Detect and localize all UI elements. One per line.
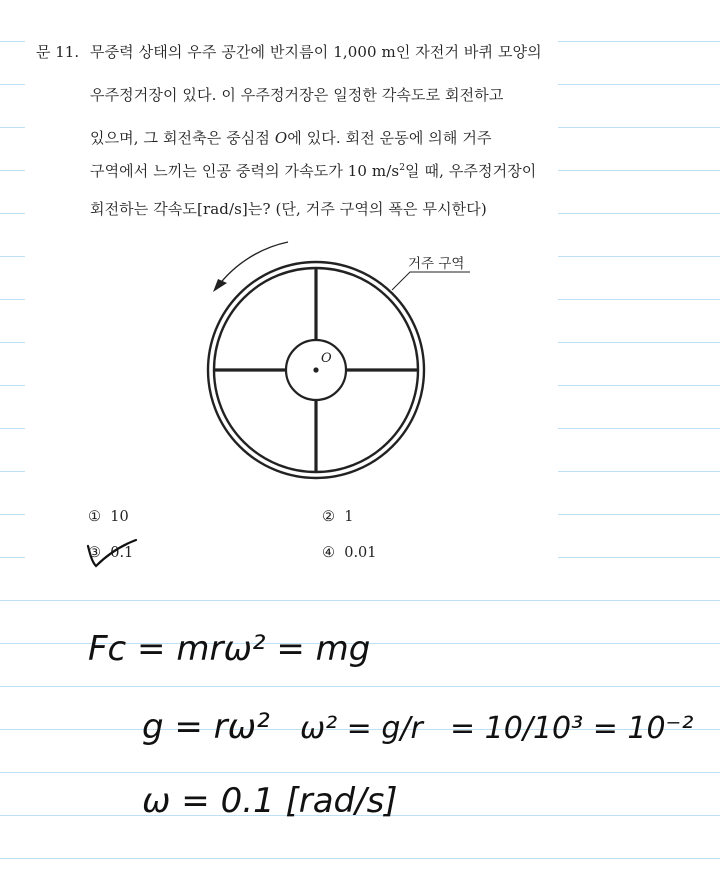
hw-line-1: Fc = mrω² = mg: [88, 629, 371, 669]
rotation-arrowhead: [213, 279, 227, 292]
handwritten-solution: [0, 600, 720, 840]
space-station-figure: [180, 230, 500, 480]
choice-1[interactable]: ① 10: [88, 509, 129, 525]
question-line-5: 회전하는 각속도[rad/s]는? (단, 거주 구역의 폭은 무시한다): [90, 200, 487, 218]
center-point: [313, 367, 318, 372]
question-line-3: 있으며, 그 회전축은 중심점 O에 있다. 회전 운동에 의해 거주: [90, 129, 492, 147]
hw-line-2b: ω² = g/r: [300, 711, 423, 746]
question-number: 문 11.: [36, 43, 80, 61]
choice-3[interactable]: ③ 0.1: [88, 545, 134, 561]
question-line-4: 구역에서 느끼는 인공 중력의 가속도가 10 $m/s^2$일 때, 우주정거장이: [90, 162, 537, 180]
question-line-1: 무중력 상태의 우주 공간에 반지름이 1,000 m인 자전거 바퀴 모양의: [90, 43, 542, 61]
choice-2[interactable]: ② 1: [322, 509, 354, 525]
hw-line-2c: = 10/10³ = 10⁻²: [450, 711, 694, 746]
hw-line-2a: g = rω²: [142, 707, 270, 747]
answer-check-mark: [82, 536, 142, 572]
notebook-rule: [0, 858, 720, 859]
center-label: O: [321, 351, 332, 366]
label-leader: [392, 272, 470, 290]
hw-line-3: ω = 0.1 [rad/s]: [142, 781, 398, 821]
region-label: 거주 구역: [408, 256, 465, 272]
choice-4[interactable]: ④ 0.01: [322, 545, 377, 561]
rotation-arrow: [218, 242, 288, 286]
question-line-2: 우주정거장이 있다. 이 우주정거장은 일정한 각속도로 회전하고: [90, 86, 504, 104]
